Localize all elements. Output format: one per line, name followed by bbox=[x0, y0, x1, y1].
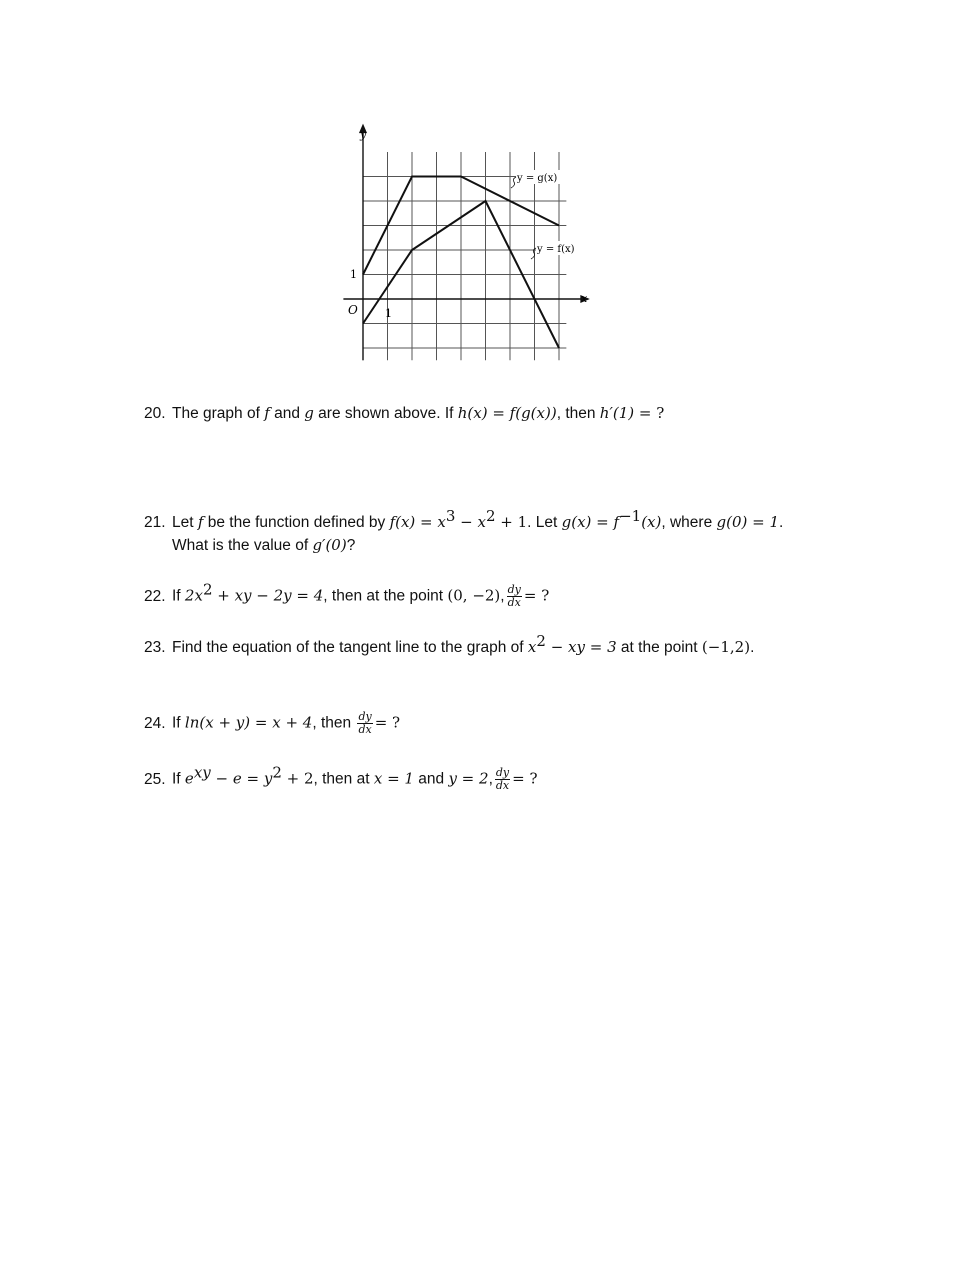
problem-21: 21. Let f be the function defined by $f(x) = x^3 - x^2 + 1$. Let $g(x) = f^{-1}(x)$, where g(0) = 1. What is the value of g′(0)? bbox=[144, 506, 784, 554]
problem-number: 20. bbox=[144, 405, 166, 422]
function-graph bbox=[330, 120, 600, 370]
f-curve-label: y = f(x) bbox=[537, 244, 575, 255]
problem-22: 22. If $2x^2$ + xy − 2y = 4, then at the point (0, −2), $\frac{dy}{dx}$ = ? bbox=[144, 580, 550, 609]
problem-number: 24. bbox=[144, 714, 166, 732]
problem-number: 22. bbox=[144, 587, 166, 605]
g-label-leader bbox=[511, 177, 516, 188]
problem-number: 25. bbox=[144, 770, 166, 788]
dy-dx-fraction: $\frac{dy}{dx}$ bbox=[358, 710, 372, 736]
problem-number: 21. bbox=[144, 514, 166, 531]
problem-25: 25. If $e^{xy} - e = y^2 + 2$, then at x = 1 and y = 2, $\frac{dy}{dx}$ = ? bbox=[144, 763, 538, 792]
problem-number: 23. bbox=[144, 639, 166, 656]
g-curve-label: y = g(x) bbox=[517, 173, 558, 184]
y-axis-label: y bbox=[360, 128, 367, 141]
problem-24: 24. If ln(x + y) = x + 4, then $\frac{dy}{dx}$ = ? bbox=[144, 710, 401, 736]
x-axis-label: x bbox=[581, 292, 588, 305]
x-tick-label: 1 bbox=[385, 307, 392, 320]
y-tick-label: 1 bbox=[350, 268, 357, 281]
problem-23: 23. Find the equation of the tangent line to the graph of $x^2$ − xy = 3 at the point (−1,2). bbox=[144, 636, 754, 659]
dy-dx-fraction: $\frac{dy}{dx}$ bbox=[495, 766, 510, 792]
problem-20: 20. The graph of f and g are shown above. If h(x) = f(g(x)), then h′(1) = ? bbox=[144, 402, 664, 425]
origin-label: O bbox=[348, 303, 358, 317]
dy-dx-fraction: $\frac{dy}{dx}$ bbox=[507, 583, 521, 609]
